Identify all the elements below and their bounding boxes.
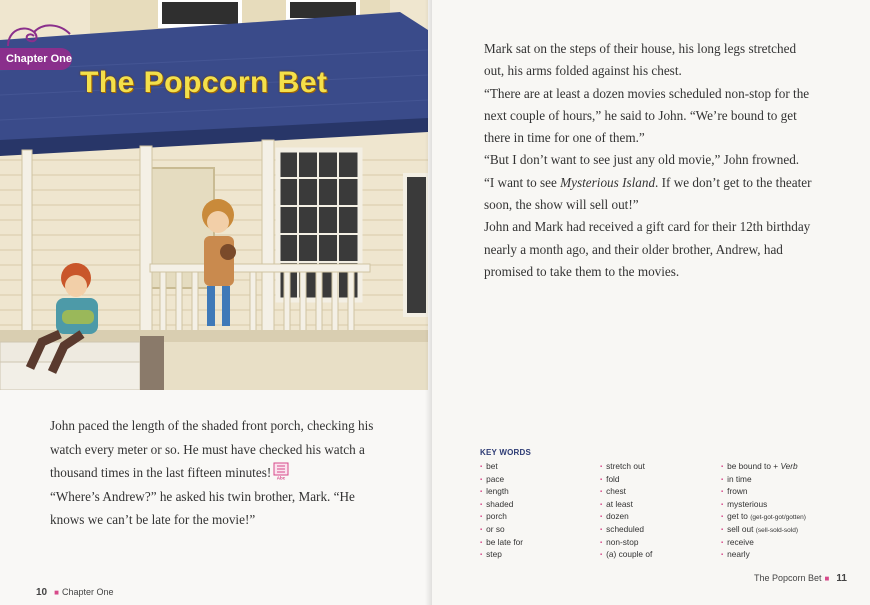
right-page	[432, 0, 870, 605]
keyword-item: ▪ nearly	[721, 549, 806, 562]
left-page	[0, 0, 432, 605]
chapter-badge: Chapter One	[0, 48, 72, 70]
left-page-footer	[36, 587, 114, 598]
keyword-item: ▪ in time	[721, 474, 806, 487]
chapter-title: The Popcorn Bet	[80, 66, 328, 99]
footer-dot: ■	[54, 588, 59, 597]
keyword-item: ▪ stretch out	[600, 461, 652, 474]
keywords-column-2	[600, 461, 652, 562]
p4-after: . If we don’t get to the theater soon, the show will sell out!”	[484, 174, 812, 213]
right-paragraph-1: Mark sat on the steps of their house, his long legs stretched out, his arms folded against his chest.	[484, 41, 797, 79]
keyword-item: ▪ dozen	[600, 511, 652, 524]
keyword-item: ▪ porch	[480, 511, 523, 524]
keyword-item: ▪ non-stop	[600, 537, 652, 550]
right-page-number: 11	[836, 573, 847, 584]
keyword-item	[721, 461, 806, 474]
keyword-item: ▪ scheduled	[600, 524, 652, 537]
keyword-item: ▪ bet	[480, 461, 523, 474]
keyword-item: ▪ mysterious	[721, 499, 806, 512]
right-story-text	[484, 38, 814, 283]
upper-window-left	[160, 0, 240, 26]
keyword-verb: Verb	[780, 461, 798, 471]
movie-title: Mysterious Island	[560, 174, 656, 190]
keyword-item: ▪ at least	[600, 499, 652, 512]
keyword-item: ▪ chest	[600, 486, 652, 499]
key-words-title: KEY WORDS	[480, 448, 531, 457]
keywords-column-3	[721, 461, 806, 562]
audio-abc-icon[interactable]	[273, 462, 289, 480]
keyword-get-to: get to	[727, 511, 751, 522]
left-paragraph-1-text: John paced the length of the shaded front porch, checking his watch every meter or so. He must have checked his watch a thousand times in the last fifteen minutes!	[50, 418, 374, 480]
left-paragraph-1	[50, 414, 380, 485]
right-paragraph-4	[484, 172, 814, 217]
left-paragraph-2: “Where’s Andrew?” he asked his twin brother, Mark. “He knows we can’t be late for the movie!”	[50, 488, 355, 527]
p4-before: “I want to see	[484, 174, 561, 190]
right-paragraph-3: “But I don’t want to see just any old movie,” John frowned.	[484, 152, 800, 168]
keyword-item: ▪ pace	[480, 474, 523, 487]
keyword-item: ▪ (a) couple of	[600, 549, 652, 562]
left-footer-section: Chapter One	[61, 587, 114, 597]
keyword-sell-out-forms: (sell-sold-sold)	[755, 526, 798, 534]
left-story-text	[50, 414, 380, 532]
keyword-item: ▪ or so	[480, 524, 523, 537]
keyword-item: ▪ frown	[721, 486, 806, 499]
keyword-sell-out: sell out	[727, 523, 756, 534]
keyword-item	[721, 524, 806, 537]
right-paragraph-5: John and Mark had received a gift card for their 12th birthday nearly a month ago, and their older brother, Andrew, had promised to take them to the movies.	[484, 219, 811, 279]
left-page-number: 10	[36, 587, 48, 598]
porch-railing	[150, 264, 370, 272]
keyword-item: ▪ receive	[721, 537, 806, 550]
abc-icon-label: Abc	[276, 475, 286, 480]
keyword-item	[721, 511, 806, 524]
right-footer-section: The Popcorn Bet	[754, 573, 822, 583]
keyword-item: ▪ step	[480, 549, 523, 562]
right-page-footer	[754, 573, 847, 584]
keyword-bound-to: be bound to +	[727, 461, 781, 471]
footer-dot: ■	[824, 574, 830, 583]
keyword-item: ▪ length	[480, 486, 523, 499]
chapter-swirl-ornament	[4, 20, 74, 50]
keyword-item: ▪ shaded	[480, 499, 523, 512]
right-paragraph-2: “There are at least a dozen movies scheduled non-stop for the next couple of hours,” he said to John. “We’re bound to get there in time for one of them.”	[484, 85, 810, 146]
keywords-column-1	[480, 461, 523, 562]
keyword-item: ▪ fold	[600, 474, 652, 487]
keyword-item: ▪ be late for	[480, 537, 523, 550]
keyword-get-to-forms: (get-got-got/gotten)	[750, 514, 806, 522]
key-words-box	[480, 448, 850, 571]
